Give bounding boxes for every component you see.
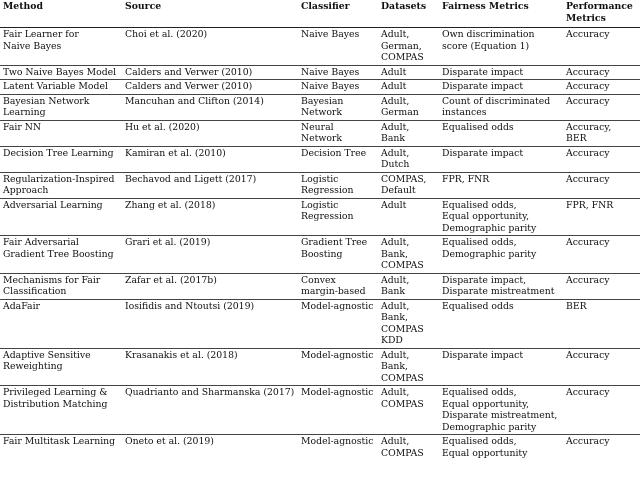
table-row xyxy=(0,236,640,274)
cell-classifier: Gradient Tree Boosting xyxy=(298,236,378,274)
cell-method: Two Naive Bayes Model xyxy=(0,65,122,80)
table-row xyxy=(0,198,640,236)
methods-table xyxy=(0,1,640,460)
cell-source: Kamiran et al. (2010) xyxy=(122,146,298,172)
cell-performance-metrics: Accuracy xyxy=(563,386,640,435)
cell-fairness-metrics: Equalised odds, Demographic parity xyxy=(439,236,563,274)
cell-datasets: Adult, COMPAS xyxy=(378,386,439,435)
cell-classifier: Logistic Regression xyxy=(298,172,378,198)
cell-classifier: Model-agnostic xyxy=(298,348,378,386)
cell-fairness-metrics: Equalised odds xyxy=(439,299,563,348)
cell-performance-metrics: Accuracy xyxy=(563,236,640,274)
header-classifier: Classifier xyxy=(298,1,378,28)
cell-performance-metrics: Accuracy xyxy=(563,65,640,80)
cell-fairness-metrics: Equalised odds, Equal opportunity, Disparate mistreatment, Demographic parity xyxy=(439,386,563,435)
cell-datasets: Adult xyxy=(378,65,439,80)
cell-fairness-metrics: Equalised odds, Equal opportunity xyxy=(442,436,528,459)
table-row xyxy=(0,146,640,172)
cell-method: Decision Tree Learning xyxy=(0,146,122,172)
cell-datasets: Adult, Bank, COMPAS xyxy=(378,348,439,386)
cell-performance-metrics: Accuracy xyxy=(563,94,640,120)
cell-datasets: Adult, German xyxy=(378,94,439,120)
cell-performance-metrics: Accuracy xyxy=(563,348,640,386)
cell-method: Adaptive Sensitive Reweighting xyxy=(0,348,122,386)
cell-classifier: Logistic Regression xyxy=(298,198,378,236)
table-header-row xyxy=(0,1,640,28)
cell-datasets: Adult xyxy=(378,80,439,95)
table-row xyxy=(0,94,640,120)
cell-source: Zhang et al. (2018) xyxy=(122,198,298,236)
cell-datasets: Adult, Bank xyxy=(378,273,439,299)
cell-datasets: Adult, German, COMPAS xyxy=(378,28,439,66)
cell-method: AdaFair xyxy=(0,299,122,348)
cell-performance-metrics: Accuracy xyxy=(563,172,640,198)
cell-classifier: Model-agnostic xyxy=(301,436,374,447)
cell-classifier: Neural Network xyxy=(298,120,378,146)
cell-fairness-metrics: FPR, FNR xyxy=(439,172,563,198)
table-row xyxy=(0,80,640,95)
cell-classifier: Naive Bayes xyxy=(298,28,378,66)
cell-performance-metrics: FPR, FNR xyxy=(563,198,640,236)
table-body xyxy=(0,28,640,461)
cell-fairness-metrics: Disparate impact, Disparate mistreatment xyxy=(439,273,563,299)
cell-source: Calders and Verwer (2010) xyxy=(122,65,298,80)
cell-classifier: Model-agnostic xyxy=(298,299,378,348)
cell-source: Mancuhan and Clifton (2014) xyxy=(122,94,298,120)
cell-method: Fair Multitask Learning xyxy=(3,436,116,447)
header-fairness-metrics: Fairness Metrics xyxy=(439,1,563,28)
cell-performance-metrics: Accuracy xyxy=(563,28,640,66)
cell-fairness-metrics: Disparate impact xyxy=(439,80,563,95)
cell-performance-metrics: Accuracy xyxy=(566,436,610,447)
header-performance-metrics: Performance Metrics xyxy=(563,1,640,28)
cell-source: Grari et al. (2019) xyxy=(122,236,298,274)
cell-datasets: Adult, Bank, COMPAS xyxy=(378,236,439,274)
cell-fairness-metrics: Disparate impact xyxy=(439,348,563,386)
cell-performance-metrics: Accuracy, BER xyxy=(563,120,640,146)
cell-method: Mechanisms for Fair Classification xyxy=(0,273,122,299)
header-method: Method xyxy=(0,1,122,28)
cell-fairness-metrics: Equalised odds, Equal opportunity, Demographic parity xyxy=(439,198,563,236)
table-row xyxy=(0,348,640,386)
cell-classifier: Naive Bayes xyxy=(298,65,378,80)
cell-performance-metrics: Accuracy xyxy=(563,273,640,299)
cell-datasets: Adult, COMPAS xyxy=(381,436,424,459)
cell-classifier: Decision Tree xyxy=(298,146,378,172)
table-row xyxy=(0,435,640,461)
table-row xyxy=(0,120,640,146)
cell-method: Privileged Learning & Distribution Matching xyxy=(0,386,122,435)
cell-classifier: Convex margin-based xyxy=(298,273,378,299)
header-source: Source xyxy=(122,1,298,28)
cell-method: Fair Adversarial Gradient Tree Boosting xyxy=(0,236,122,274)
cell-fairness-metrics: Disparate impact xyxy=(439,146,563,172)
cell-method: Regularization-Inspired Approach xyxy=(0,172,122,198)
cell-performance-metrics: Accuracy xyxy=(563,80,640,95)
table-row xyxy=(0,172,640,198)
cell-source: Oneto et al. (2019) xyxy=(125,436,214,447)
cell-fairness-metrics: Own discrimination score (Equation 1) xyxy=(439,28,563,66)
cell-source: Krasanakis et al. (2018) xyxy=(122,348,298,386)
cell-datasets: Adult xyxy=(378,198,439,236)
cell-method: Fair NN xyxy=(0,120,122,146)
cell-source: Hu et al. (2020) xyxy=(122,120,298,146)
cell-method: Bayesian Network Learning xyxy=(0,94,122,120)
cell-source: Zafar et al. (2017b) xyxy=(122,273,298,299)
cell-datasets: Adult, Bank xyxy=(378,120,439,146)
cell-classifier: Model-agnostic xyxy=(298,386,378,435)
table-row xyxy=(0,28,640,66)
cell-source: Quadrianto and Sharmanska (2017) xyxy=(122,386,298,435)
cell-source: Calders and Verwer (2010) xyxy=(122,80,298,95)
cell-fairness-metrics: Disparate impact xyxy=(439,65,563,80)
cell-datasets: Adult, Bank, COMPAS KDD xyxy=(378,299,439,348)
cell-method: Fair Learner for Naive Bayes xyxy=(0,28,122,66)
cell-fairness-metrics: Equalised odds xyxy=(439,120,563,146)
cell-classifier: Bayesian Network xyxy=(298,94,378,120)
table-row xyxy=(0,299,640,348)
cell-classifier: Naive Bayes xyxy=(298,80,378,95)
cell-datasets: COMPAS, Default xyxy=(378,172,439,198)
cell-fairness-metrics: Count of discriminated instances xyxy=(439,94,563,120)
cell-source: Iosifidis and Ntoutsi (2019) xyxy=(122,299,298,348)
cell-datasets: Adult, Dutch xyxy=(378,146,439,172)
table-row xyxy=(0,65,640,80)
cell-source: Choi et al. (2020) xyxy=(122,28,298,66)
cell-method: Latent Variable Model xyxy=(0,80,122,95)
cell-source: Bechavod and Ligett (2017) xyxy=(122,172,298,198)
header-datasets: Datasets xyxy=(378,1,439,28)
cell-performance-metrics: BER xyxy=(563,299,640,348)
table-row xyxy=(0,386,640,435)
cell-performance-metrics: Accuracy xyxy=(563,146,640,172)
table-row xyxy=(0,273,640,299)
cell-method: Adversarial Learning xyxy=(0,198,122,236)
